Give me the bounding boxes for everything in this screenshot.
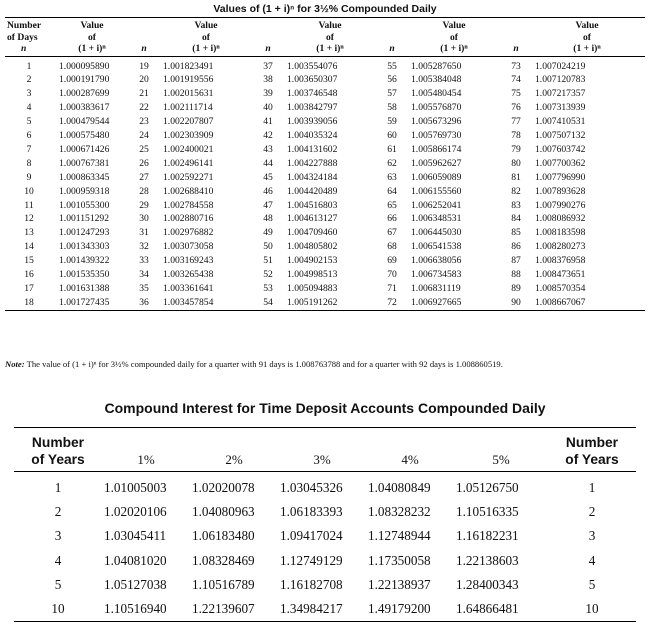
- value-cell: 1.004805802: [287, 241, 338, 253]
- factor-cell: 1.28400343: [456, 576, 519, 592]
- factor-cell: 1.49179200: [368, 601, 431, 617]
- factor-cell: 1.04080849: [368, 480, 431, 496]
- day-number-cell: 38: [263, 74, 273, 86]
- header-rate-1: 1%: [137, 452, 155, 467]
- factor-cell: 1.64866481: [456, 601, 519, 617]
- value-cell: 1.002303909: [163, 130, 214, 142]
- value-cell: 1.004902153: [287, 255, 338, 267]
- value-cell: 1.006445030: [411, 227, 462, 239]
- years-cell: 4: [588, 552, 596, 568]
- table1-row: [5, 296, 645, 310]
- factor-cell: 1.12749129: [280, 552, 343, 568]
- table1-row: [5, 199, 645, 213]
- day-number-cell: 7: [26, 143, 32, 155]
- value-cell: 1.008280273: [535, 241, 586, 253]
- value-cell: 1.002688410: [163, 185, 214, 197]
- value-cell: 1.008473651: [535, 269, 586, 281]
- value-cell: 1.007700362: [535, 157, 586, 169]
- table1-row: [5, 226, 645, 240]
- value-cell: 1.000191790: [59, 74, 110, 86]
- value-cell: 1.007120783: [535, 74, 586, 86]
- day-number-cell: 75: [511, 88, 521, 100]
- day-number-cell: 40: [263, 102, 273, 114]
- day-number-cell: 60: [387, 130, 397, 142]
- value-cell: 1.007507132: [535, 130, 586, 142]
- day-number-cell: 70: [387, 269, 397, 281]
- day-number-cell: 22: [139, 102, 149, 114]
- value-cell: 1.003361641: [163, 283, 214, 294]
- value-cell: 1.006541538: [411, 241, 462, 253]
- table2-body: [14, 472, 636, 622]
- day-number-cell: 41: [263, 116, 273, 128]
- day-number-cell: 49: [263, 227, 273, 239]
- factor-cell: 1.34984217: [280, 601, 343, 617]
- value-cell: 1.006734583: [411, 269, 462, 281]
- day-number-cell: 74: [511, 74, 521, 86]
- value-cell: 1.000863345: [59, 171, 110, 183]
- value-cell: 1.000767381: [59, 157, 110, 169]
- day-number-cell: 8: [26, 157, 32, 169]
- factor-cell: 1.10516789: [192, 576, 255, 592]
- value-cell: 1.004998513: [287, 269, 338, 281]
- value-cell: 1.002592271: [163, 171, 214, 183]
- value-cell: 1.003073058: [163, 241, 214, 253]
- years-cell: 5: [54, 576, 62, 592]
- day-number-cell: 84: [511, 213, 521, 225]
- factor-cell: 1.22138603: [456, 552, 519, 568]
- factor-cell: 1.10516335: [456, 504, 519, 520]
- day-number-cell: 35: [139, 283, 149, 294]
- day-number-cell: 14: [24, 241, 34, 253]
- value-cell: 1.006252041: [411, 199, 462, 211]
- table1-note: [5, 359, 645, 369]
- day-number-cell: 16: [24, 269, 34, 281]
- day-number-cell: 1: [26, 60, 32, 72]
- table2-row: [14, 524, 636, 548]
- factor-cell: 1.03045326: [280, 480, 343, 496]
- day-number-cell: 64: [387, 185, 397, 197]
- table1-row: [5, 73, 645, 87]
- value-cell: 1.002976882: [163, 227, 214, 239]
- value-cell: 1.007796990: [535, 171, 586, 183]
- factor-cell: 1.05126750: [456, 480, 519, 496]
- value-cell: 1.000575480: [59, 130, 110, 142]
- day-number-cell: 3: [26, 88, 32, 100]
- day-number-cell: 31: [139, 227, 149, 239]
- header-value: Value of (1 + i)ⁿ: [192, 20, 220, 54]
- factor-cell: 1.10516940: [104, 601, 167, 617]
- day-number-cell: 12: [24, 213, 34, 225]
- day-number-cell: 59: [387, 116, 397, 128]
- value-cell: 1.008183598: [535, 227, 586, 239]
- daily-compound-values-table: [5, 17, 645, 311]
- day-number-cell: 71: [387, 283, 397, 294]
- day-number-cell: 39: [263, 88, 273, 100]
- day-number-cell: 23: [139, 116, 149, 128]
- value-cell: 1.003939056: [287, 116, 338, 128]
- header-n: n: [389, 43, 395, 54]
- value-cell: 1.003169243: [163, 255, 214, 267]
- day-number-cell: 11: [24, 199, 34, 211]
- value-cell: 1.002784558: [163, 199, 214, 211]
- factor-cell: 1.04081020: [104, 552, 167, 568]
- day-number-cell: 88: [511, 269, 521, 281]
- day-number-cell: 25: [139, 143, 149, 155]
- value-cell: 1.002111714: [163, 102, 213, 114]
- value-cell: 1.004035324: [287, 130, 338, 142]
- day-number-cell: 37: [263, 60, 273, 72]
- years-cell: 3: [54, 528, 62, 544]
- day-number-cell: 89: [511, 283, 521, 294]
- years-cell: 3: [588, 528, 596, 544]
- value-cell: 1.001727435: [59, 296, 110, 308]
- value-cell: 1.005094883: [287, 283, 338, 294]
- factor-cell: 1.17350058: [368, 552, 431, 568]
- value-cell: 1.006059089: [411, 171, 462, 183]
- table1-row: [5, 268, 645, 282]
- value-cell: 1.002400021: [163, 143, 214, 155]
- value-cell: 1.007313939: [535, 102, 586, 114]
- value-cell: 1.001919556: [163, 74, 214, 86]
- value-cell: 1.000671426: [59, 143, 110, 155]
- table2-row: [14, 500, 636, 524]
- header-rate-2: 2%: [225, 452, 243, 467]
- day-number-cell: 87: [511, 255, 521, 267]
- day-number-cell: 42: [263, 130, 273, 142]
- value-cell: 1.004709460: [287, 227, 338, 239]
- value-cell: 1.006831119: [411, 283, 461, 294]
- day-number-cell: 65: [387, 199, 397, 211]
- table1-row: [5, 282, 645, 296]
- day-number-cell: 29: [139, 199, 149, 211]
- day-number-cell: 18: [24, 296, 34, 308]
- value-cell: 1.003650307: [287, 74, 338, 86]
- value-cell: 1.005576870: [411, 102, 462, 114]
- day-number-cell: 55: [387, 60, 397, 72]
- day-number-cell: 50: [263, 241, 273, 253]
- day-number-cell: 62: [387, 157, 397, 169]
- time-deposit-compound-table: [14, 427, 636, 622]
- day-number-cell: 63: [387, 171, 397, 183]
- value-cell: 1.003842797: [287, 102, 338, 114]
- value-cell: 1.000959318: [59, 185, 110, 197]
- value-cell: 1.001535350: [59, 269, 110, 281]
- table1-row: [5, 157, 645, 171]
- day-number-cell: 90: [511, 296, 521, 308]
- value-cell: 1.001823491: [163, 60, 214, 72]
- header-value: Value of (1 + i)ⁿ: [78, 20, 106, 54]
- header-value: Value of (1 + i)ⁿ: [316, 20, 344, 54]
- table1-row: [5, 212, 645, 226]
- day-number-cell: 33: [139, 255, 149, 267]
- day-number-cell: 77: [511, 116, 521, 128]
- value-cell: 1.002496141: [163, 157, 214, 169]
- factor-cell: 1.22138937: [368, 576, 431, 592]
- years-cell: 5: [588, 576, 596, 592]
- day-number-cell: 56: [387, 74, 397, 86]
- day-number-cell: 24: [139, 130, 149, 142]
- value-cell: 1.002880716: [163, 213, 214, 225]
- years-cell: 2: [54, 504, 62, 520]
- header-rate-3: 3%: [313, 452, 331, 467]
- header-n: n: [141, 43, 147, 54]
- years-cell: 1: [54, 480, 62, 496]
- day-number-cell: 78: [511, 130, 521, 142]
- table2-row: [14, 573, 636, 597]
- day-number-cell: 80: [511, 157, 521, 169]
- table2-row: [14, 549, 636, 573]
- day-number-cell: 67: [387, 227, 397, 239]
- table1-body: [5, 56, 645, 310]
- day-number-cell: 19: [139, 60, 149, 72]
- day-number-cell: 61: [387, 143, 397, 155]
- day-number-cell: 32: [139, 241, 149, 253]
- years-cell: 10: [585, 601, 599, 617]
- factor-cell: 1.22139607: [192, 601, 255, 617]
- value-cell: 1.003265438: [163, 269, 214, 281]
- day-number-cell: 57: [387, 88, 397, 100]
- day-number-cell: 34: [139, 269, 149, 281]
- day-number-cell: 9: [26, 171, 32, 183]
- day-number-cell: 30: [139, 213, 149, 225]
- factor-cell: 1.16182231: [456, 528, 519, 544]
- value-cell: 1.006927665: [411, 296, 462, 308]
- value-cell: 1.005384048: [411, 74, 462, 86]
- value-cell: 1.005673296: [411, 116, 462, 128]
- day-number-cell: 46: [263, 185, 273, 197]
- day-number-cell: 51: [263, 255, 273, 267]
- header-number-of-days: Number of Days n: [7, 20, 42, 54]
- value-cell: 1.006638056: [411, 255, 462, 267]
- factor-cell: 1.02020106: [104, 504, 167, 520]
- value-cell: 1.001247293: [59, 227, 110, 239]
- value-cell: 1.000095890: [59, 60, 110, 72]
- table1-row: [5, 115, 645, 129]
- table1-row: [5, 87, 645, 101]
- header-number-of-years-left: Number of Years: [31, 435, 85, 467]
- day-number-cell: 2: [26, 74, 32, 86]
- day-number-cell: 20: [139, 74, 149, 86]
- table1-row: [5, 129, 645, 143]
- header-rate-4: 4%: [401, 452, 419, 467]
- value-cell: 1.008667067: [535, 296, 586, 308]
- value-cell: 1.004613127: [287, 213, 338, 225]
- day-number-cell: 86: [511, 241, 521, 253]
- value-cell: 1.005866174: [411, 143, 462, 155]
- day-number-cell: 6: [26, 130, 32, 142]
- value-cell: 1.003457854: [163, 296, 214, 308]
- factor-cell: 1.12748944: [368, 528, 431, 544]
- value-cell: 1.004227888: [287, 157, 338, 169]
- value-cell: 1.002207807: [163, 116, 214, 128]
- day-number-cell: 81: [511, 171, 521, 183]
- table1-row: [5, 143, 645, 157]
- value-cell: 1.005191262: [287, 296, 338, 308]
- value-cell: 1.008570354: [535, 283, 586, 294]
- day-number-cell: 83: [511, 199, 521, 211]
- factor-cell: 1.08328232: [368, 504, 431, 520]
- value-cell: 1.002015631: [163, 88, 214, 100]
- value-cell: 1.004324184: [287, 171, 338, 183]
- day-number-cell: 36: [139, 296, 149, 308]
- day-number-cell: 13: [24, 227, 34, 239]
- table1-row: [5, 185, 645, 199]
- table1-title: Values of (1 + i)ⁿ for 3½% Compounded Daily: [213, 3, 437, 15]
- value-cell: 1.007603742: [535, 143, 586, 155]
- header-value: Value of (1 + i)ⁿ: [440, 20, 468, 54]
- day-number-cell: 76: [511, 102, 521, 114]
- day-number-cell: 58: [387, 102, 397, 114]
- day-number-cell: 48: [263, 213, 273, 225]
- day-number-cell: 21: [139, 88, 149, 100]
- value-cell: 1.001439322: [59, 255, 110, 267]
- value-cell: 1.003554076: [287, 60, 338, 72]
- header-n: n: [265, 43, 271, 54]
- factor-cell: 1.01005003: [104, 480, 167, 496]
- note-label: Note:: [5, 359, 25, 369]
- value-cell: 1.007893628: [535, 185, 586, 197]
- value-cell: 1.000287699: [59, 88, 110, 100]
- day-number-cell: 4: [26, 102, 32, 114]
- header-n: n: [513, 43, 519, 54]
- value-cell: 1.004516803: [287, 199, 338, 211]
- factor-cell: 1.04080963: [192, 504, 255, 520]
- day-number-cell: 69: [387, 255, 397, 267]
- day-number-cell: 53: [263, 283, 273, 294]
- table2-header-row: [14, 428, 636, 472]
- value-cell: 1.007990276: [535, 199, 586, 211]
- day-number-cell: 15: [24, 255, 34, 267]
- day-number-cell: 68: [387, 241, 397, 253]
- table1-row: [5, 171, 645, 185]
- header-value: Value of (1 + i)ⁿ: [573, 20, 601, 54]
- day-number-cell: 45: [263, 171, 273, 183]
- factor-cell: 1.06183480: [192, 528, 255, 544]
- factor-cell: 1.08328469: [192, 552, 255, 568]
- table2-row: [14, 597, 636, 622]
- day-number-cell: 66: [387, 213, 397, 225]
- table1-row: [5, 240, 645, 254]
- value-cell: 1.007410531: [535, 116, 586, 128]
- table1-row: [5, 101, 645, 115]
- years-cell: 1: [588, 480, 596, 496]
- day-number-cell: 27: [139, 171, 149, 183]
- value-cell: 1.005962627: [411, 157, 462, 169]
- note-text: The value of (1 + i)ⁿ for 3½% compounded daily for a quarter with 91 days is 1.008763788 and for a quarter with 92 days is 1.008860519.: [26, 359, 503, 369]
- day-number-cell: 73: [511, 60, 521, 72]
- day-number-cell: 43: [263, 143, 273, 155]
- factor-cell: 1.16182708: [280, 576, 343, 592]
- value-cell: 1.004420489: [287, 185, 338, 197]
- value-cell: 1.004131602: [287, 143, 338, 155]
- value-cell: 1.007024219: [535, 60, 586, 72]
- value-cell: 1.008376958: [535, 255, 586, 267]
- value-cell: 1.001631388: [59, 283, 110, 294]
- value-cell: 1.000383617: [59, 102, 110, 114]
- value-cell: 1.008086932: [535, 213, 586, 225]
- day-number-cell: 5: [26, 116, 32, 128]
- header-number-of-years-right: Number of Years: [565, 435, 619, 467]
- table1-header-row: [5, 18, 645, 57]
- day-number-cell: 54: [263, 296, 273, 308]
- day-number-cell: 10: [24, 185, 34, 197]
- day-number-cell: 85: [511, 227, 521, 239]
- factor-cell: 1.06183393: [280, 504, 343, 520]
- value-cell: 1.005769730: [411, 130, 462, 142]
- value-cell: 1.005480454: [411, 88, 462, 100]
- day-number-cell: 28: [139, 185, 149, 197]
- value-cell: 1.006155560: [411, 185, 462, 197]
- day-number-cell: 52: [263, 269, 273, 281]
- value-cell: 1.001151292: [59, 213, 110, 225]
- value-cell: 1.003746548: [287, 88, 338, 100]
- value-cell: 1.001343303: [59, 241, 110, 253]
- day-number-cell: 72: [387, 296, 397, 308]
- factor-cell: 1.05127038: [104, 576, 167, 592]
- table2-row: [14, 472, 636, 501]
- value-cell: 1.001055300: [59, 199, 110, 211]
- factor-cell: 1.03045411: [104, 528, 167, 544]
- table1-row: [5, 254, 645, 268]
- day-number-cell: 79: [511, 143, 521, 155]
- day-number-cell: 26: [139, 157, 149, 169]
- day-number-cell: 44: [263, 157, 273, 169]
- day-number-cell: 47: [263, 199, 273, 211]
- years-cell: 2: [588, 504, 596, 520]
- header-rate-5: 5%: [492, 452, 510, 467]
- table1-row: [5, 56, 645, 73]
- value-cell: 1.005287650: [411, 60, 462, 72]
- table2-title: Compound Interest for Time Deposit Accounts Compounded Daily: [104, 400, 546, 416]
- day-number-cell: 17: [24, 283, 34, 294]
- day-number-cell: 82: [511, 185, 521, 197]
- value-cell: 1.000479544: [59, 116, 110, 128]
- years-cell: 10: [51, 601, 65, 617]
- value-cell: 1.006348531: [411, 213, 462, 225]
- value-cell: 1.007217357: [535, 88, 586, 100]
- factor-cell: 1.02020078: [192, 480, 255, 496]
- years-cell: 4: [54, 552, 62, 568]
- factor-cell: 1.09417024: [280, 528, 343, 544]
